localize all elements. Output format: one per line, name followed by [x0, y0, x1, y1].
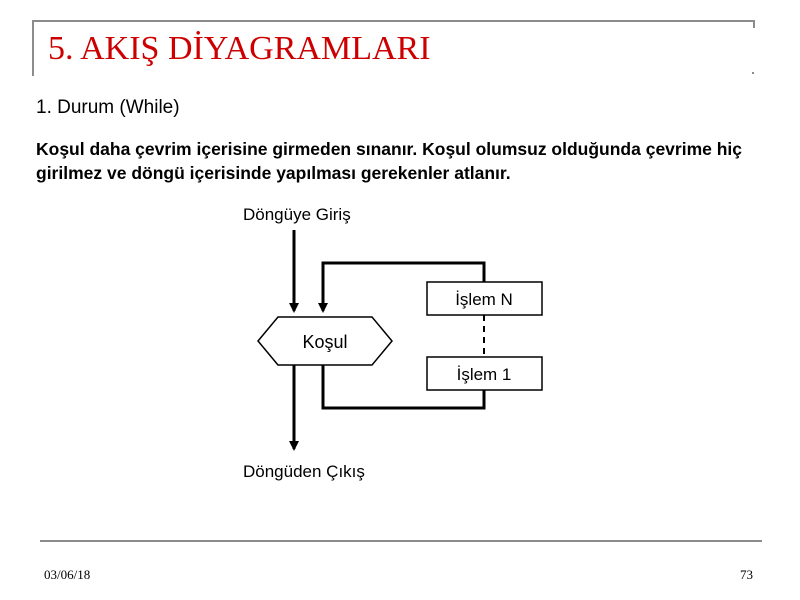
process-n-label: İşlem N: [455, 290, 513, 309]
footer-date: 03/06/18: [44, 567, 91, 582]
process-1-label: İşlem 1: [456, 365, 512, 384]
page-number: 73: [740, 567, 753, 582]
footer-divider: [40, 540, 762, 542]
description-paragraph: Koşul daha çevrim içerisine girmeden sınanır. Koşul olumsuz olduğunda çevrime hiç girilmez ve döngü içerisinde yapılması gerekenler atlanır.: [36, 139, 743, 183]
slide-title: 5. AKIŞ DİYAGRAMLARI: [48, 30, 431, 67]
section-subtitle: 1. Durum (While): [36, 97, 180, 118]
entry-label: Döngüye Giriş: [243, 205, 351, 224]
condition-label: Koşul: [302, 332, 348, 352]
exit-label: Döngüden Çıkış: [243, 462, 365, 481]
